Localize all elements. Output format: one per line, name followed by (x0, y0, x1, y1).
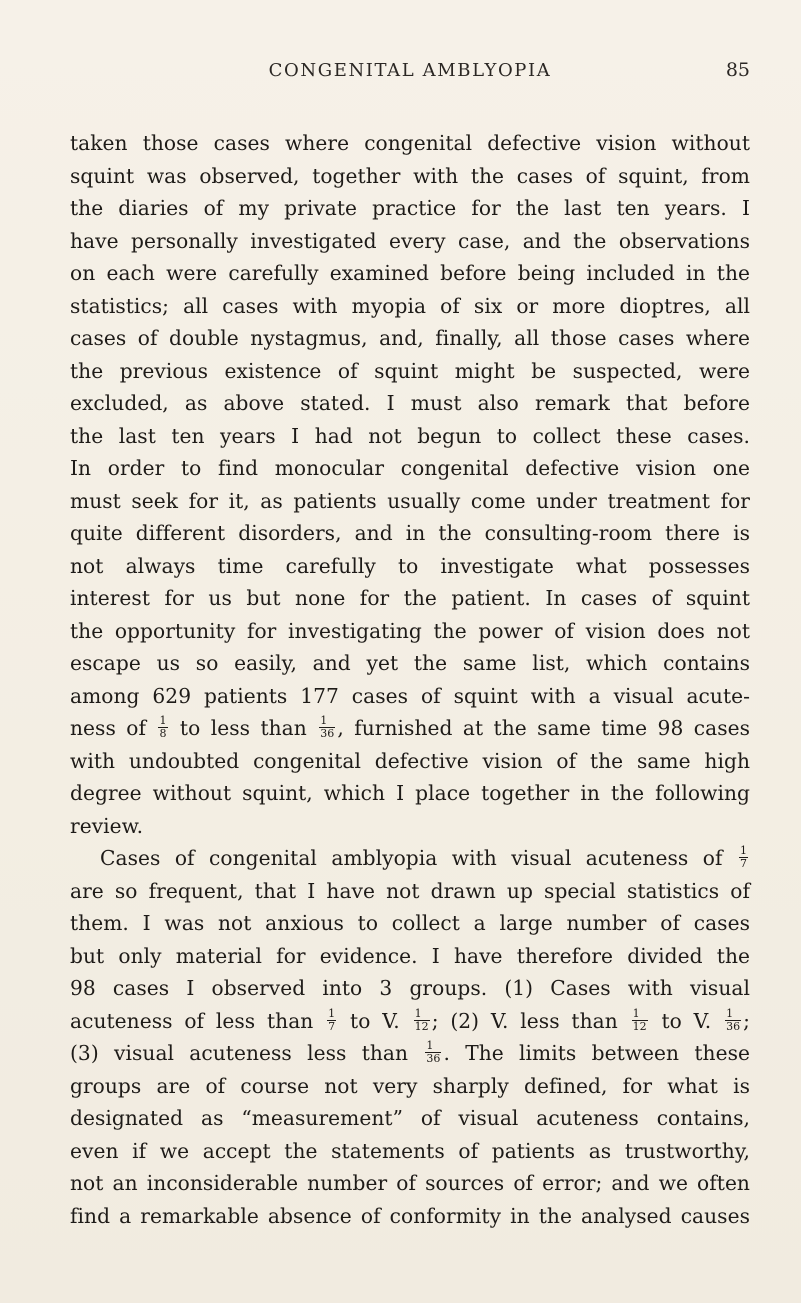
text-line: taken those cases where congenital defective vision without (70, 131, 750, 155)
fraction-denominator: 12 (414, 1019, 429, 1033)
text-line: find a remarkable absence of conformity in the analysed causes (70, 1203, 750, 1228)
text-line: among 629 patients 177 cases of squint with a visual acute- (70, 683, 750, 708)
text-line: cases of double nystagmus, and, finally, all those cases where (70, 326, 750, 350)
fraction-one-twelfth (414, 1006, 430, 1033)
text-line: quite different disorders, and in the consulting-room there is (70, 521, 750, 545)
text-line (70, 842, 750, 875)
text-line: the previous existence of squint might be suspected, were (70, 358, 750, 383)
text-line: on each were carefully examined before being included in the (70, 261, 750, 285)
text-line: interest for us but none for the patient. In cases of squint (70, 586, 750, 610)
fraction-denominator: 8 (159, 727, 167, 740)
fraction-one-thirtysixth (425, 1041, 441, 1064)
fraction-numerator: 1 (632, 1009, 648, 1021)
text-line: must seek for it, as patients usually come under treatment for (70, 488, 750, 513)
running-head (70, 60, 750, 90)
fraction-numerator: 1 (159, 714, 167, 727)
text-line (70, 1037, 750, 1070)
text-line: degree without squint, which I place together in the following (70, 781, 750, 805)
fraction-denominator: 36 (320, 727, 335, 740)
text-line (70, 1005, 750, 1038)
text-line: excluded, as above stated. I must also remark that before (70, 391, 750, 415)
fraction-one-thirtysixth (319, 716, 335, 739)
text-segment: . The limits between these (443, 1041, 750, 1065)
fraction-one-eighth (158, 716, 167, 739)
fraction-denominator: 36 (726, 1019, 741, 1033)
fraction-numerator: 1 (725, 1009, 741, 1021)
text-line: the last ten years I had not begun to collect these cases. (70, 423, 750, 448)
text-line: even if we accept the statements of patients as trustworthy, (70, 1138, 750, 1163)
text-segment: ; (2) V. less than (431, 1008, 618, 1033)
fraction-numerator: 1 (328, 1006, 336, 1020)
fraction-denominator: 7 (739, 857, 747, 870)
text-segment: acuteness of less than (70, 1008, 314, 1033)
text-line: 98 cases I observed into 3 groups. (1) Cases with visual (70, 976, 750, 1000)
fraction-numerator: 1 (319, 716, 335, 728)
text-line: have personally investigated every case, and the observations (70, 228, 750, 253)
text-segment: to V. (661, 1008, 712, 1033)
text-segment: ; (743, 1008, 751, 1033)
text-line: are so frequent, that I have not drawn up special statistics of (70, 878, 750, 903)
text-line (70, 712, 750, 745)
text-line: the opportunity for investigating the power of vision does not (70, 618, 750, 643)
text-line: designated as “measurement” of visual acuteness contains, (70, 1106, 750, 1130)
text-line: escape us so easily, and yet the same list, which contains (70, 651, 750, 675)
fraction-numerator: 1 (425, 1041, 441, 1053)
fraction-one-seventh (739, 846, 748, 869)
fraction-one-thirtysixth (725, 1006, 741, 1033)
text-line: In order to find monocular congenital defective vision one (70, 456, 750, 480)
fraction-numerator: 1 (414, 1009, 430, 1021)
text-segment: , furnished at the same time 98 cases (337, 716, 751, 740)
text-segment: to V. (350, 1008, 400, 1033)
text-line: statistics; all cases with myopia of six or more dioptres, all (70, 293, 750, 318)
fraction-denominator: 36 (426, 1052, 441, 1065)
text-line: but only material for evidence. I have therefore divided the (70, 943, 750, 968)
fraction-denominator: 12 (632, 1019, 647, 1033)
fraction-denominator: 7 (328, 1019, 336, 1033)
fraction-one-twelfth (632, 1006, 648, 1033)
text-line: not always time carefully to investigate what possesses (70, 553, 750, 578)
text-line: review. (70, 813, 144, 838)
text-segment: to less than (179, 716, 307, 740)
text-line: with undoubted congenital defective vision of the same high (70, 748, 750, 773)
text-line: squint was observed, together with the cases of squint, from (70, 163, 750, 188)
text-line: them. I was not anxious to collect a large number of cases (70, 911, 750, 935)
body-text (70, 127, 750, 1232)
text-segment: ness of (70, 716, 147, 740)
text-line: the diaries of my private practice for the last ten years. I (70, 196, 750, 220)
fraction-numerator: 1 (739, 844, 747, 857)
page-number: 85 (725, 59, 750, 81)
text-line: not an inconsiderable number of sources of error; and we often (70, 1171, 750, 1195)
text-segment: (3) visual acuteness less than (70, 1041, 409, 1065)
text-segment: Cases of congenital amblyopia with visual acuteness of (100, 846, 723, 870)
running-title: CONGENITAL AMBLYOPIA (268, 60, 552, 81)
text-line: groups are of course not very sharply defined, for what is (70, 1073, 750, 1098)
fraction-one-seventh (327, 1006, 336, 1033)
